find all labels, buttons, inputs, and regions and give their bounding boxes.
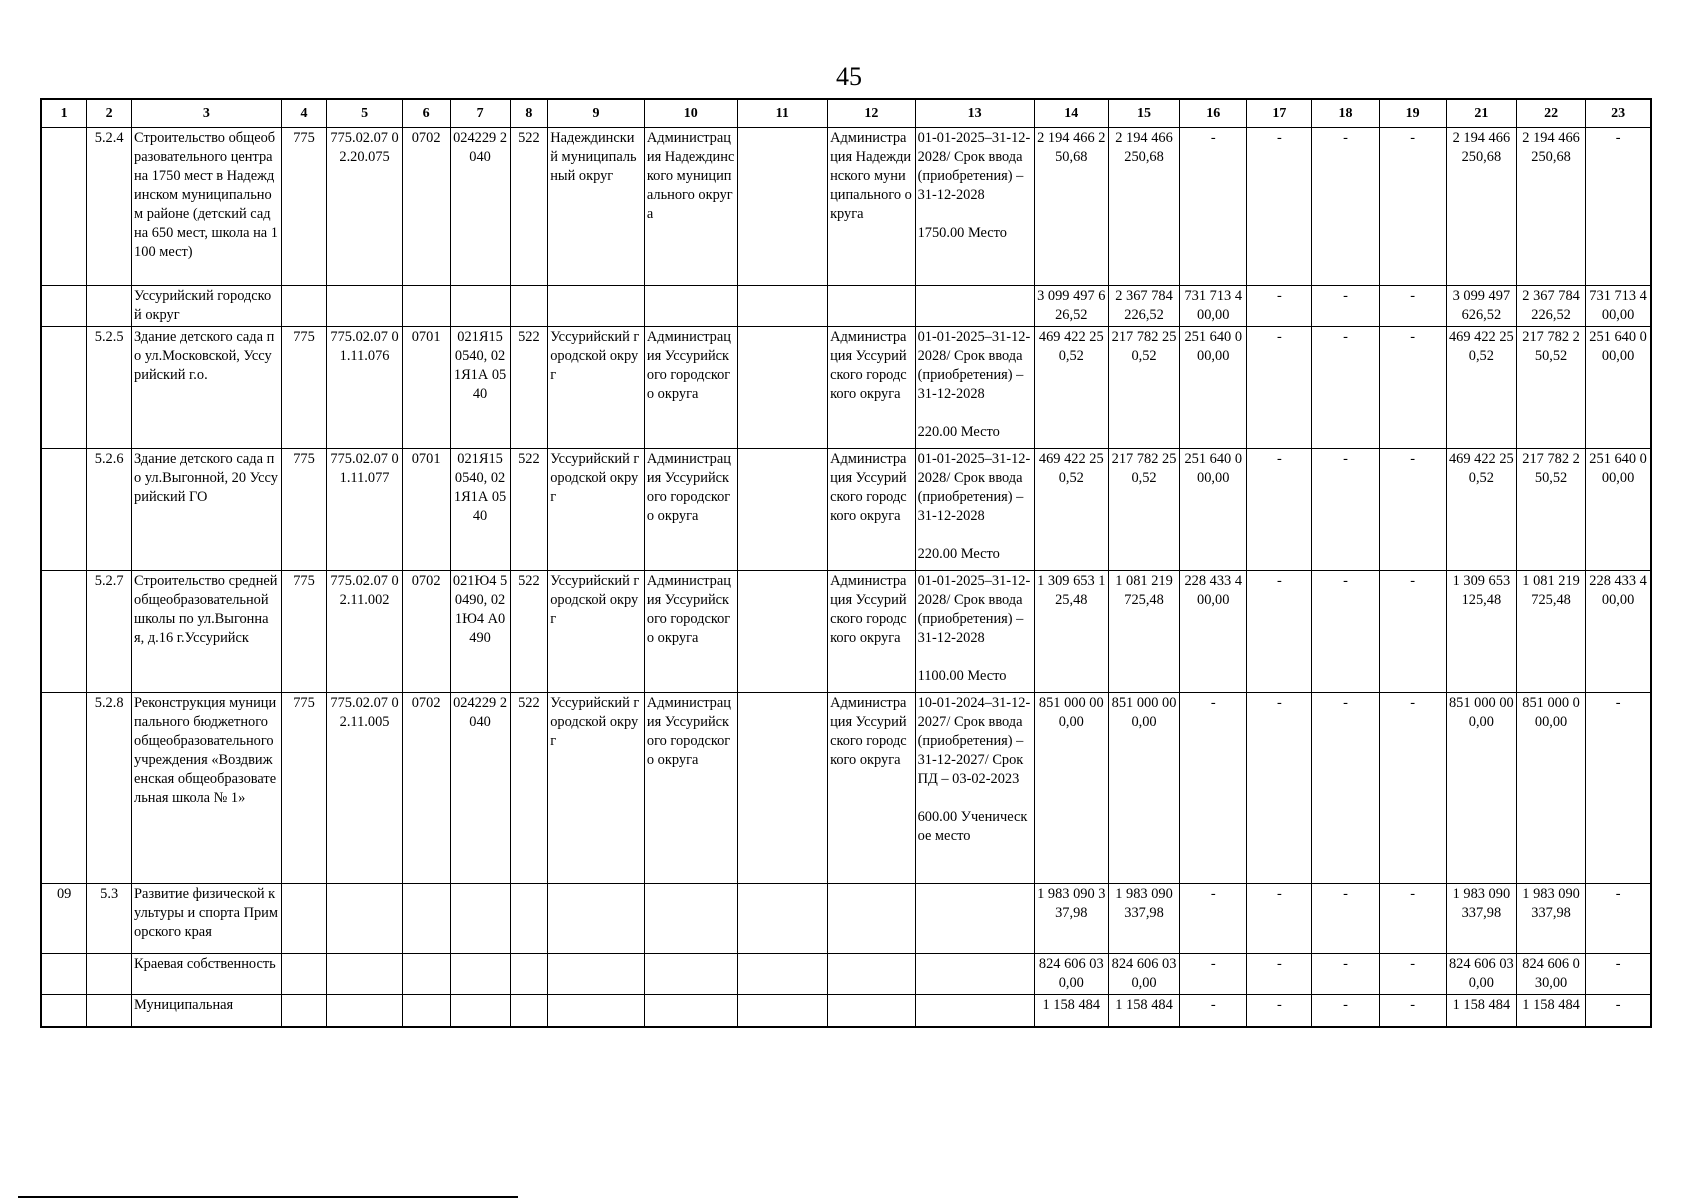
column-header: 7	[450, 99, 510, 128]
cell-c15: 2 194 466 250,68	[1108, 128, 1179, 286]
cell-c2	[87, 286, 132, 327]
cell-c2: 5.2.8	[87, 693, 132, 884]
cell-c16: -	[1180, 884, 1247, 954]
cell-c4	[281, 954, 327, 995]
cell-c22: 1 983 090 337,98	[1516, 884, 1585, 954]
cell-c1	[41, 995, 87, 1027]
cell-c3: Строительство общеобразовательного центра на 1750 мест в Надеждинском муниципальном районе (детский сад на 650 мест, школа на 1100 мест)	[132, 128, 282, 286]
cell-c21: 469 422 250,52	[1446, 327, 1516, 449]
cell-c8: 522	[510, 693, 548, 884]
cell-c5: 775.02.07 02.11.005	[327, 693, 402, 884]
cell-c7: 024229 2040	[450, 128, 510, 286]
cell-c15: 217 782 250,52	[1108, 449, 1179, 571]
cell-c11	[737, 327, 828, 449]
cell-c4: 775	[281, 128, 327, 286]
column-header: 1	[41, 99, 87, 128]
cell-c5	[327, 884, 402, 954]
cell-c18: -	[1312, 128, 1379, 286]
cell-c21: 1 158 484	[1446, 995, 1516, 1027]
cell-c19: -	[1379, 693, 1446, 884]
cell-c14: 469 422 250,52	[1034, 327, 1108, 449]
cell-c5	[327, 954, 402, 995]
cell-c8: 522	[510, 449, 548, 571]
cell-c6: 0701	[402, 449, 450, 571]
cell-c6: 0702	[402, 128, 450, 286]
cell-c19: -	[1379, 327, 1446, 449]
cell-c2: 5.2.5	[87, 327, 132, 449]
cell-c6: 0702	[402, 571, 450, 693]
cell-c18: -	[1312, 449, 1379, 571]
cell-c17: -	[1247, 449, 1312, 571]
cell-c16: 251 640 000,00	[1180, 327, 1247, 449]
cell-c2: 5.2.4	[87, 128, 132, 286]
table-body	[41, 128, 1651, 1027]
cell-c9	[548, 995, 645, 1027]
cell-c15: 851 000 000,00	[1108, 693, 1179, 884]
cell-c8: 522	[510, 128, 548, 286]
cell-c19: -	[1379, 884, 1446, 954]
cell-c15: 2 367 784 226,52	[1108, 286, 1179, 327]
cell-c14: 2 194 466 250,68	[1034, 128, 1108, 286]
cell-c3: Здание детского сада по ул.Московской, Уссурийский г.о.	[132, 327, 282, 449]
cell-c9	[548, 954, 645, 995]
cell-c22: 217 782 250,52	[1516, 327, 1585, 449]
column-header: 13	[915, 99, 1034, 128]
cell-c16: -	[1180, 693, 1247, 884]
cell-c21: 2 194 466 250,68	[1446, 128, 1516, 286]
column-header: 8	[510, 99, 548, 128]
cell-c17: -	[1247, 286, 1312, 327]
cell-c1	[41, 286, 87, 327]
budget-table-container	[40, 98, 1652, 1028]
cell-c23: -	[1586, 128, 1651, 286]
cell-c1	[41, 693, 87, 884]
cell-c11	[737, 449, 828, 571]
column-header: 12	[828, 99, 916, 128]
cell-c2	[87, 995, 132, 1027]
cell-c7	[450, 884, 510, 954]
cell-c10	[644, 995, 737, 1027]
cell-c4	[281, 884, 327, 954]
cell-c12	[828, 884, 916, 954]
cell-c16: -	[1180, 128, 1247, 286]
cell-c19: -	[1379, 995, 1446, 1027]
cell-c21: 3 099 497 626,52	[1446, 286, 1516, 327]
cell-c12	[828, 995, 916, 1027]
cell-c4	[281, 286, 327, 327]
cell-c5	[327, 286, 402, 327]
cell-c16: -	[1180, 995, 1247, 1027]
cell-c21: 824 606 030,00	[1446, 954, 1516, 995]
column-header: 3	[132, 99, 282, 128]
cell-c18: -	[1312, 954, 1379, 995]
cell-c10: Администрация Уссурийского городского округа	[644, 693, 737, 884]
cell-c17: -	[1247, 128, 1312, 286]
column-header: 5	[327, 99, 402, 128]
cell-c18: -	[1312, 286, 1379, 327]
cell-c11	[737, 128, 828, 286]
table-row	[41, 954, 1651, 995]
cell-c6	[402, 286, 450, 327]
cell-c14: 469 422 250,52	[1034, 449, 1108, 571]
cell-c15: 1 158 484	[1108, 995, 1179, 1027]
cell-c8	[510, 954, 548, 995]
cell-c21: 1 309 653 125,48	[1446, 571, 1516, 693]
cell-c7	[450, 954, 510, 995]
table-row	[41, 286, 1651, 327]
cell-c7: 021Я15 0540, 021Я1А 0540	[450, 327, 510, 449]
cell-c10	[644, 286, 737, 327]
cell-c12	[828, 954, 916, 995]
cell-c16: -	[1180, 954, 1247, 995]
cell-c22: 2 367 784 226,52	[1516, 286, 1585, 327]
cell-c7: 021Ю4 50490, 021Ю4 А0490	[450, 571, 510, 693]
cell-c16: 251 640 000,00	[1180, 449, 1247, 571]
table-row	[41, 128, 1651, 286]
column-header: 17	[1247, 99, 1312, 128]
cell-c3: Развитие физической культуры и спорта Приморского края	[132, 884, 282, 954]
cell-c14: 1 983 090 337,98	[1034, 884, 1108, 954]
cell-c8: 522	[510, 327, 548, 449]
cell-c1	[41, 449, 87, 571]
cell-c14: 3 099 497 626,52	[1034, 286, 1108, 327]
cell-c16: 228 433 400,00	[1180, 571, 1247, 693]
cell-c23: 731 713 400,00	[1586, 286, 1651, 327]
cell-c12: Администрация Уссурийского городского округа	[828, 327, 916, 449]
column-header: 23	[1586, 99, 1651, 128]
cell-c11	[737, 693, 828, 884]
cell-c8	[510, 995, 548, 1027]
cell-c6: 0701	[402, 327, 450, 449]
cell-c17: -	[1247, 327, 1312, 449]
cell-c5	[327, 995, 402, 1027]
column-header: 11	[737, 99, 828, 128]
cell-c15: 1 081 219 725,48	[1108, 571, 1179, 693]
cell-c18: -	[1312, 327, 1379, 449]
cell-c4: 775	[281, 449, 327, 571]
cell-c3: Муниципальная	[132, 995, 282, 1027]
table-row	[41, 884, 1651, 954]
cell-c23: 251 640 000,00	[1586, 449, 1651, 571]
cell-c3: Краевая собственность	[132, 954, 282, 995]
cell-c13	[915, 884, 1034, 954]
cell-c21: 851 000 000,00	[1446, 693, 1516, 884]
cell-c2: 5.2.7	[87, 571, 132, 693]
cell-c4: 775	[281, 693, 327, 884]
cell-c2: 5.3	[87, 884, 132, 954]
cell-c10: Администрация Уссурийского городского округа	[644, 449, 737, 571]
cell-c11	[737, 286, 828, 327]
cell-c13: 01-01-2025–31-12-2028/ Срок ввода (приобретения) – 31-12-2028 1750.00 Место	[915, 128, 1034, 286]
cell-c13	[915, 954, 1034, 995]
cell-c15: 217 782 250,52	[1108, 327, 1179, 449]
cell-c12	[828, 286, 916, 327]
header-row	[41, 99, 1651, 128]
cell-c12: Администрация Уссурийского городского округа	[828, 571, 916, 693]
cell-c1	[41, 128, 87, 286]
footnote-rule	[18, 1196, 518, 1198]
cell-c13: 01-01-2025–31-12-2028/ Срок ввода (приобретения) – 31-12-2028 1100.00 Место	[915, 571, 1034, 693]
cell-c12: Администрация Уссурийского городского округа	[828, 449, 916, 571]
cell-c7: 021Я15 0540, 021Я1А 0540	[450, 449, 510, 571]
column-header: 10	[644, 99, 737, 128]
cell-c9: Надеждинский муниципальный округ	[548, 128, 645, 286]
cell-c14: 1 158 484	[1034, 995, 1108, 1027]
cell-c2: 5.2.6	[87, 449, 132, 571]
cell-c18: -	[1312, 571, 1379, 693]
column-header: 21	[1446, 99, 1516, 128]
cell-c5: 775.02.07 02.11.002	[327, 571, 402, 693]
cell-c19: -	[1379, 449, 1446, 571]
cell-c5: 775.02.07 02.20.075	[327, 128, 402, 286]
column-header: 4	[281, 99, 327, 128]
cell-c15: 824 606 030,00	[1108, 954, 1179, 995]
cell-c6	[402, 995, 450, 1027]
cell-c9: Уссурийский городской округ	[548, 693, 645, 884]
cell-c17: -	[1247, 995, 1312, 1027]
cell-c17: -	[1247, 571, 1312, 693]
cell-c17: -	[1247, 693, 1312, 884]
cell-c3: Здание детского сада по ул.Выгонной, 20 Уссурийский ГО	[132, 449, 282, 571]
cell-c23: 251 640 000,00	[1586, 327, 1651, 449]
cell-c4	[281, 995, 327, 1027]
cell-c3: Строительство средней общеобразовательной школы по ул.Выгонная, д.16 г.Уссурийск	[132, 571, 282, 693]
cell-c5: 775.02.07 01.11.076	[327, 327, 402, 449]
column-header: 22	[1516, 99, 1585, 128]
cell-c7: 024229 2040	[450, 693, 510, 884]
cell-c4: 775	[281, 571, 327, 693]
cell-c3: Реконструкция муниципального бюджетного общеобразовательного учреждения «Воздвиженская общеобразовательная школа № 1»	[132, 693, 282, 884]
cell-c9: Уссурийский городской округ	[548, 449, 645, 571]
column-header: 14	[1034, 99, 1108, 128]
cell-c21: 469 422 250,52	[1446, 449, 1516, 571]
cell-c7	[450, 995, 510, 1027]
column-header: 2	[87, 99, 132, 128]
column-header: 15	[1108, 99, 1179, 128]
cell-c11	[737, 571, 828, 693]
cell-c19: -	[1379, 954, 1446, 995]
cell-c22: 217 782 250,52	[1516, 449, 1585, 571]
cell-c23: 228 433 400,00	[1586, 571, 1651, 693]
cell-c2	[87, 954, 132, 995]
column-header: 9	[548, 99, 645, 128]
page-number: 45	[836, 62, 862, 91]
table-row	[41, 449, 1651, 571]
cell-c9	[548, 286, 645, 327]
cell-c11	[737, 884, 828, 954]
column-header: 18	[1312, 99, 1379, 128]
cell-c11	[737, 954, 828, 995]
cell-c11	[737, 995, 828, 1027]
cell-c10	[644, 954, 737, 995]
table-row	[41, 693, 1651, 884]
cell-c22: 824 606 030,00	[1516, 954, 1585, 995]
cell-c10: Администрация Уссурийского городского округа	[644, 571, 737, 693]
table-row	[41, 571, 1651, 693]
column-header: 6	[402, 99, 450, 128]
cell-c14: 824 606 030,00	[1034, 954, 1108, 995]
cell-c23: -	[1586, 884, 1651, 954]
cell-c1	[41, 571, 87, 693]
cell-c3: Уссурийский городской округ	[132, 286, 282, 327]
cell-c19: -	[1379, 128, 1446, 286]
column-header: 16	[1180, 99, 1247, 128]
cell-c14: 851 000 000,00	[1034, 693, 1108, 884]
cell-c22: 2 194 466 250,68	[1516, 128, 1585, 286]
cell-c17: -	[1247, 884, 1312, 954]
cell-c7	[450, 286, 510, 327]
cell-c13: 01-01-2025–31-12-2028/ Срок ввода (приобретения) – 31-12-2028 220.00 Место	[915, 449, 1034, 571]
cell-c14: 1 309 653 125,48	[1034, 571, 1108, 693]
cell-c13	[915, 286, 1034, 327]
cell-c17: -	[1247, 954, 1312, 995]
cell-c6	[402, 884, 450, 954]
cell-c18: -	[1312, 995, 1379, 1027]
table-row	[41, 995, 1651, 1027]
cell-c18: -	[1312, 884, 1379, 954]
cell-c8	[510, 286, 548, 327]
column-header: 19	[1379, 99, 1446, 128]
cell-c22: 851 000 000,00	[1516, 693, 1585, 884]
cell-c12: Администрация Уссурийского городского округа	[828, 693, 916, 884]
table-row	[41, 327, 1651, 449]
cell-c22: 1 081 219 725,48	[1516, 571, 1585, 693]
cell-c9: Уссурийский городской округ	[548, 327, 645, 449]
cell-c8: 522	[510, 571, 548, 693]
budget-table	[40, 98, 1652, 1028]
cell-c1: 09	[41, 884, 87, 954]
cell-c1	[41, 327, 87, 449]
cell-c19: -	[1379, 286, 1446, 327]
cell-c8	[510, 884, 548, 954]
cell-c9	[548, 884, 645, 954]
cell-c12: Администрация Надеждинского муниципального округа	[828, 128, 916, 286]
cell-c4: 775	[281, 327, 327, 449]
cell-c6	[402, 954, 450, 995]
cell-c23: -	[1586, 954, 1651, 995]
cell-c1	[41, 954, 87, 995]
cell-c10	[644, 884, 737, 954]
cell-c10: Администрация Надеждинского муниципального округа	[644, 128, 737, 286]
cell-c23: -	[1586, 995, 1651, 1027]
cell-c6: 0702	[402, 693, 450, 884]
cell-c5: 775.02.07 01.11.077	[327, 449, 402, 571]
cell-c15: 1 983 090 337,98	[1108, 884, 1179, 954]
cell-c13: 10-01-2024–31-12-2027/ Срок ввода (приобретения) – 31-12-2027/ Срок ПД – 03-02-2023 600.00 Ученическое место	[915, 693, 1034, 884]
cell-c19: -	[1379, 571, 1446, 693]
cell-c10: Администрация Уссурийского городского округа	[644, 327, 737, 449]
cell-c13	[915, 995, 1034, 1027]
cell-c22: 1 158 484	[1516, 995, 1585, 1027]
cell-c16: 731 713 400,00	[1180, 286, 1247, 327]
cell-c21: 1 983 090 337,98	[1446, 884, 1516, 954]
cell-c9: Уссурийский городской округ	[548, 571, 645, 693]
cell-c13: 01-01-2025–31-12-2028/ Срок ввода (приобретения) – 31-12-2028 220.00 Место	[915, 327, 1034, 449]
cell-c23: -	[1586, 693, 1651, 884]
cell-c18: -	[1312, 693, 1379, 884]
